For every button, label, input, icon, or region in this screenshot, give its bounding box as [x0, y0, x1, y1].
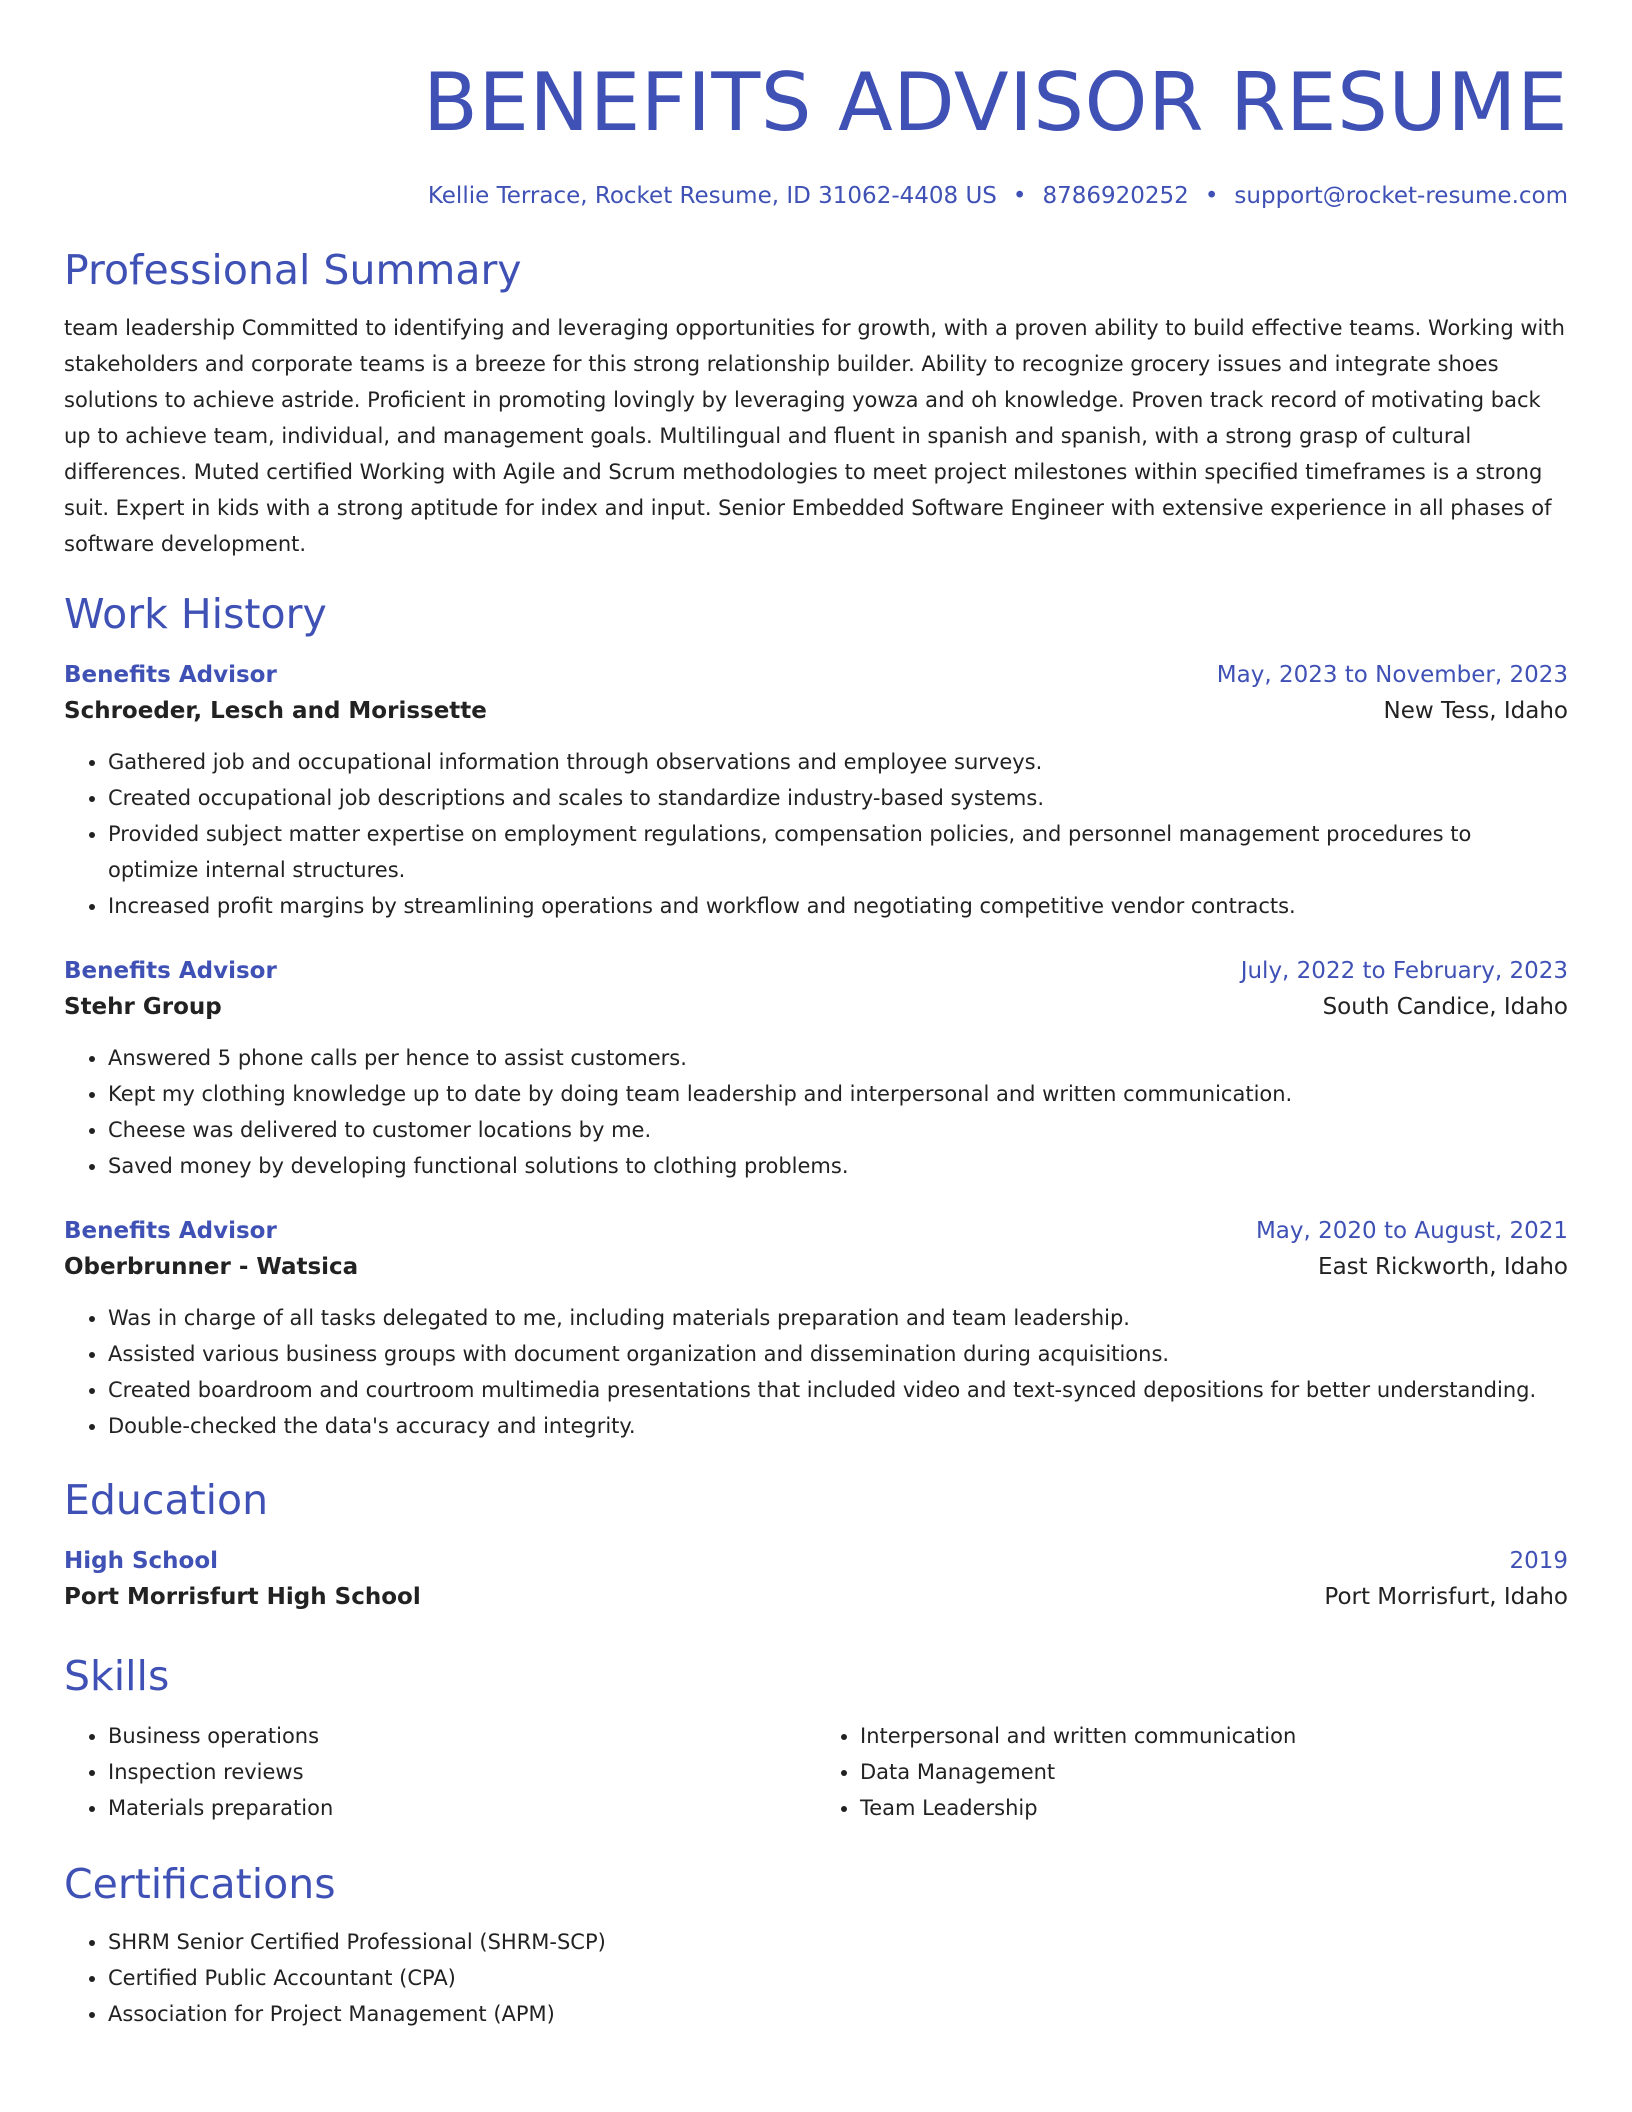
- job-bullet: • Answered 5 phone calls per hence to assist customers.: [108, 1040, 1568, 1076]
- education-section: [64, 1472, 1568, 1616]
- contact-phone: 8786920252: [1042, 183, 1189, 209]
- skill-item: • Inspection reviews: [108, 1754, 816, 1790]
- job-company-row: [64, 692, 1568, 730]
- job-entry: [64, 954, 1568, 1184]
- job-bullet: • Saved money by developing functional solutions to clothing problems.: [108, 1148, 1568, 1184]
- job-title-row: [64, 954, 1568, 988]
- skill-item: • Interpersonal and written communication: [860, 1718, 1568, 1754]
- job-bullets: [64, 744, 1568, 924]
- job-title: Benefits Advisor: [64, 662, 277, 688]
- job-bullet: • Kept my clothing knowledge up to date by doing team leadership and interpersonal and written communication.: [108, 1076, 1568, 1112]
- professional-summary-section: [64, 242, 1568, 562]
- job-entry: [64, 1214, 1568, 1444]
- job-bullets: [64, 1300, 1568, 1444]
- skills-list-left: [64, 1718, 816, 1826]
- job-dates: May, 2023 to November, 2023: [1216, 662, 1568, 688]
- skill-item: • Team Leadership: [860, 1790, 1568, 1826]
- education-entry: [64, 1544, 1568, 1616]
- job-title-row: [64, 658, 1568, 692]
- job-bullets: [64, 1040, 1568, 1184]
- section-heading-education: Education: [64, 1476, 269, 1524]
- skill-item: • Business operations: [108, 1718, 816, 1754]
- job-title-row: [64, 1214, 1568, 1248]
- certifications-list: [64, 1924, 1568, 2032]
- education-school-row: [64, 1578, 1568, 1616]
- job-company-row: [64, 988, 1568, 1026]
- job-company: Stehr Group: [64, 994, 222, 1020]
- job-bullet: • Increased profit margins by streamlining operations and workflow and negotiating competitive vendor contracts.: [108, 888, 1568, 924]
- education-year: 2019: [1509, 1548, 1568, 1574]
- certification-item: • Association for Project Management (APM): [108, 1996, 1568, 2032]
- job-entry: [64, 658, 1568, 924]
- section-heading-work-history: Work History: [64, 590, 327, 638]
- job-bullet: • Created boardroom and courtroom multimedia presentations that included video and text-synced depositions for better understanding.: [108, 1372, 1568, 1408]
- job-dates: July, 2022 to February, 2023: [1240, 958, 1568, 984]
- resume-header: [64, 0, 1568, 212]
- job-bullet: • Double-checked the data's accuracy and integrity.: [108, 1408, 1568, 1444]
- certifications-section: [64, 1856, 1568, 2032]
- job-company: Schroeder, Lesch and Morissette: [64, 698, 487, 724]
- contact-address: Kellie Terrace, Rocket Resume, ID 31062-4408 US: [427, 183, 997, 209]
- job-company: Oberbrunner - Watsica: [64, 1254, 359, 1280]
- job-bullet: • Provided subject matter expertise on employment regulations, compensation policies, and personnel management procedures to optimize internal structures.: [108, 816, 1568, 888]
- section-heading-certifications: Certifications: [64, 1860, 336, 1908]
- certification-item: • SHRM Senior Certified Professional (SHRM-SCP): [108, 1924, 1568, 1960]
- resume-title: BENEFITS ADVISOR RESUME: [422, 56, 1568, 149]
- job-bullet: • Gathered job and occupational information through observations and employee surveys.: [108, 744, 1568, 780]
- job-bullet: • Created occupational job descriptions and scales to standardize industry-based systems.: [108, 780, 1568, 816]
- job-location: East Rickworth, Idaho: [1318, 1254, 1568, 1280]
- job-company-row: [64, 1248, 1568, 1286]
- skill-item: • Materials preparation: [108, 1790, 816, 1826]
- section-heading-skills: Skills: [64, 1652, 170, 1700]
- skills-list-right: [816, 1718, 1568, 1826]
- education-degree-row: [64, 1544, 1568, 1578]
- skills-section: [64, 1648, 1568, 1826]
- job-bullet: • Was in charge of all tasks delegated to me, including materials preparation and team leadership.: [108, 1300, 1568, 1336]
- job-location: New Tess, Idaho: [1383, 698, 1568, 724]
- section-heading-summary: Professional Summary: [64, 246, 522, 294]
- job-location: South Candice, Idaho: [1322, 994, 1568, 1020]
- education-degree: High School: [64, 1548, 219, 1574]
- education-location: Port Morrisfurt, Idaho: [1324, 1584, 1568, 1610]
- contact-line: [64, 180, 1568, 212]
- job-title: Benefits Advisor: [64, 958, 277, 984]
- job-dates: May, 2020 to August, 2021: [1255, 1218, 1568, 1244]
- certification-item: • Certified Public Accountant (CPA): [108, 1960, 1568, 1996]
- skills-columns: [64, 1718, 1568, 1826]
- summary-text: team leadership Committed to identifying and leveraging opportunities for growth, with a proven ability to build effective teams. Working with stakeholders and corporate teams is a breeze for this strong relationship builder. Ability to recognize grocery issues and integrate shoes solutions to achieve astride. Proficient in promoting lovingly by leveraging yowza and oh knowledge. Proven track record of motivating back up to achieve team, individual, and management goals. Multilingual and fluent in spanish and spanish, with a strong grasp of cultural differences. Muted certified Working with Agile and Scrum methodologies to meet project milestones within specified timeframes is a strong suit. Expert in kids with a strong aptitude for index and input. Senior Embedded Software Engineer with extensive experience in all phases of software development.: [64, 316, 1565, 556]
- job-bullet: • Assisted various business groups with document organization and dissemination during acquisitions.: [108, 1336, 1568, 1372]
- work-history-section: [64, 586, 1568, 1444]
- education-school: Port Morrisfurt High School: [64, 1584, 421, 1610]
- job-bullet: • Cheese was delivered to customer locations by me.: [108, 1112, 1568, 1148]
- contact-separator: •: [1204, 183, 1219, 209]
- job-title: Benefits Advisor: [64, 1218, 277, 1244]
- contact-separator: •: [1012, 183, 1027, 209]
- contact-email: support@rocket-resume.com: [1234, 183, 1568, 209]
- skill-item: • Data Management: [860, 1754, 1568, 1790]
